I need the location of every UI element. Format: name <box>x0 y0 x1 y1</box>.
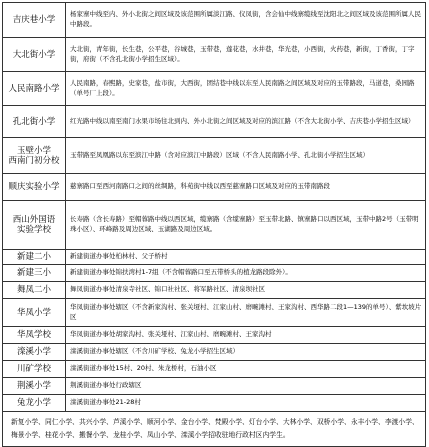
school-name-cell: 川矿学校 <box>3 361 66 378</box>
enrollment-area-cell: 华凤街道办事处辖区（不含新家沟村、张关垭村、江家山村、磨畹滩村、王家沟村、西华路二段1—139的单号）、紫坎坡片区 <box>66 299 426 327</box>
table-row <box>3 3 426 38</box>
enrollment-area-cell: 长寿路（含长寿路）至帽蓉路中线以西区域，缆寨路（含缆寨路）至玉带北路、镇寨路口以西区域，玉带中路2号（玉带明珠小区）、环峰路及周边区域、玉湖路及周边区域。 <box>66 201 426 250</box>
enrollment-area-cell: 滦溪街道办事处15村、20村、朱龙桥村，石油小区 <box>66 361 426 378</box>
note-cell: 新复小学、同仁小学、共兴小学、芦溪小学、顺河小学、金台小学、梵殿小学、灯台小学、大林小学、双桥小学、永丰小学、李渡小学、梅景小学、桂花小学、搬餐小学、龙桂小学、凤山小学、滦溪小学招收驻地行政村区内学生。 <box>3 412 426 447</box>
enrollment-area-cell: 人民南路，春熙路，史家巷，盐市街，大西街，团结巷中线以东至人民南路之间区域及对应的玉带路段，马道巷，桑园路（单号厂上段）。 <box>66 72 426 106</box>
table-row <box>3 250 426 265</box>
enrollment-area-cell: 玉带路至凤凰路以东至滨江中路（含对应滨江中路段）区域（不含人民南路小学、孔北街小学招生区域） <box>66 138 426 174</box>
school-name-cell: 荆溪小学 <box>3 378 66 395</box>
enrollment-area-cell: 慈寨路口至西河南路口之间的丝绸路，科苑街中线以西至慈寨路口区域及对应的玉带南路段 <box>66 174 426 201</box>
table-row <box>3 395 426 412</box>
table-row <box>3 361 426 378</box>
table-row <box>3 138 426 174</box>
enrollment-area-cell: 滦溪街道办事处辖区（不含川矿学校、兔龙小学招生区域） <box>66 344 426 361</box>
school-name-cell: 新建二小 <box>3 250 66 265</box>
enrollment-area-cell: 滦溪街道办事处21-28村 <box>66 395 426 412</box>
school-name-cell: 华凤学校 <box>3 327 66 344</box>
table-row <box>3 327 426 344</box>
enrollment-area-cell: 红光路中线以南至南门水果市场往北到内、外小北街之间区域及对应的滨江路（不含大北街小学、吉庆巷小学招生区域） <box>66 106 426 138</box>
enrollment-zone-table <box>2 2 426 447</box>
enrollment-area-cell: 大北街，青年街，长生巷，公平巷，谷城巷，玉带巷，莲花巷，水井巷，华光巷，小西街，火药巷，新街，丁香街，丁字街，府街（不含孔北街小学招生区域）。 <box>66 38 426 72</box>
table-row <box>3 378 426 395</box>
school-name-cell: 舞凤二小 <box>3 282 66 299</box>
school-name-cell: 滦溪小学 <box>3 344 66 361</box>
enrollment-area-cell: 华凤街道办事处胡家沟村、张关垭村、江家山村、磨畹滩村、王家沟村 <box>66 327 426 344</box>
enrollment-area-cell: 舞凤街道办事处清泉寺社区、锦口社社区、将军路社区、清泉坝社区 <box>66 282 426 299</box>
enrollment-area-cell: 新建街道办事处柏林村、父子桥村 <box>66 250 426 265</box>
school-name-cell: 大北街小学 <box>3 38 66 72</box>
table-row <box>3 174 426 201</box>
enrollment-area-cell: 荆溪街道办事处行政辖区 <box>66 378 426 395</box>
school-name-cell: 新建三小 <box>3 265 66 282</box>
enrollment-document <box>2 2 426 447</box>
table-row <box>3 344 426 361</box>
enrollment-area-cell: 新建街道办事处锦扶湾村1-7组（不含帽蓉路口至五带桥头的植龙路段除外）。 <box>66 265 426 282</box>
school-name-cell: 吉庆巷小学 <box>3 3 66 38</box>
table-row <box>3 72 426 106</box>
school-name-cell: 孔北街小学 <box>3 106 66 138</box>
school-name-cell: 顺庆实验小学 <box>3 174 66 201</box>
table-row <box>3 282 426 299</box>
school-name-cell: 人民南路小学 <box>3 72 66 106</box>
school-name-cell: 玉壁小学 西南门初分校 <box>3 138 66 174</box>
table-row <box>3 265 426 282</box>
table-row <box>3 106 426 138</box>
table-row <box>3 38 426 72</box>
school-name-cell: 华凤小学 <box>3 299 66 327</box>
school-name-cell: 兔龙小学 <box>3 395 66 412</box>
table-row <box>3 299 426 327</box>
school-name-cell: 西山外国语 实验学校 <box>3 201 66 250</box>
table-body <box>3 3 426 412</box>
table-row <box>3 201 426 250</box>
enrollment-area-cell: 杨家寨中线至内、外小北街之间区域及该范围所属淡江路、仪凤街，含会仙中线寨缆线至沈阳北之间区域及该范围所属人民中路段。 <box>66 3 426 38</box>
note-row <box>3 412 426 447</box>
